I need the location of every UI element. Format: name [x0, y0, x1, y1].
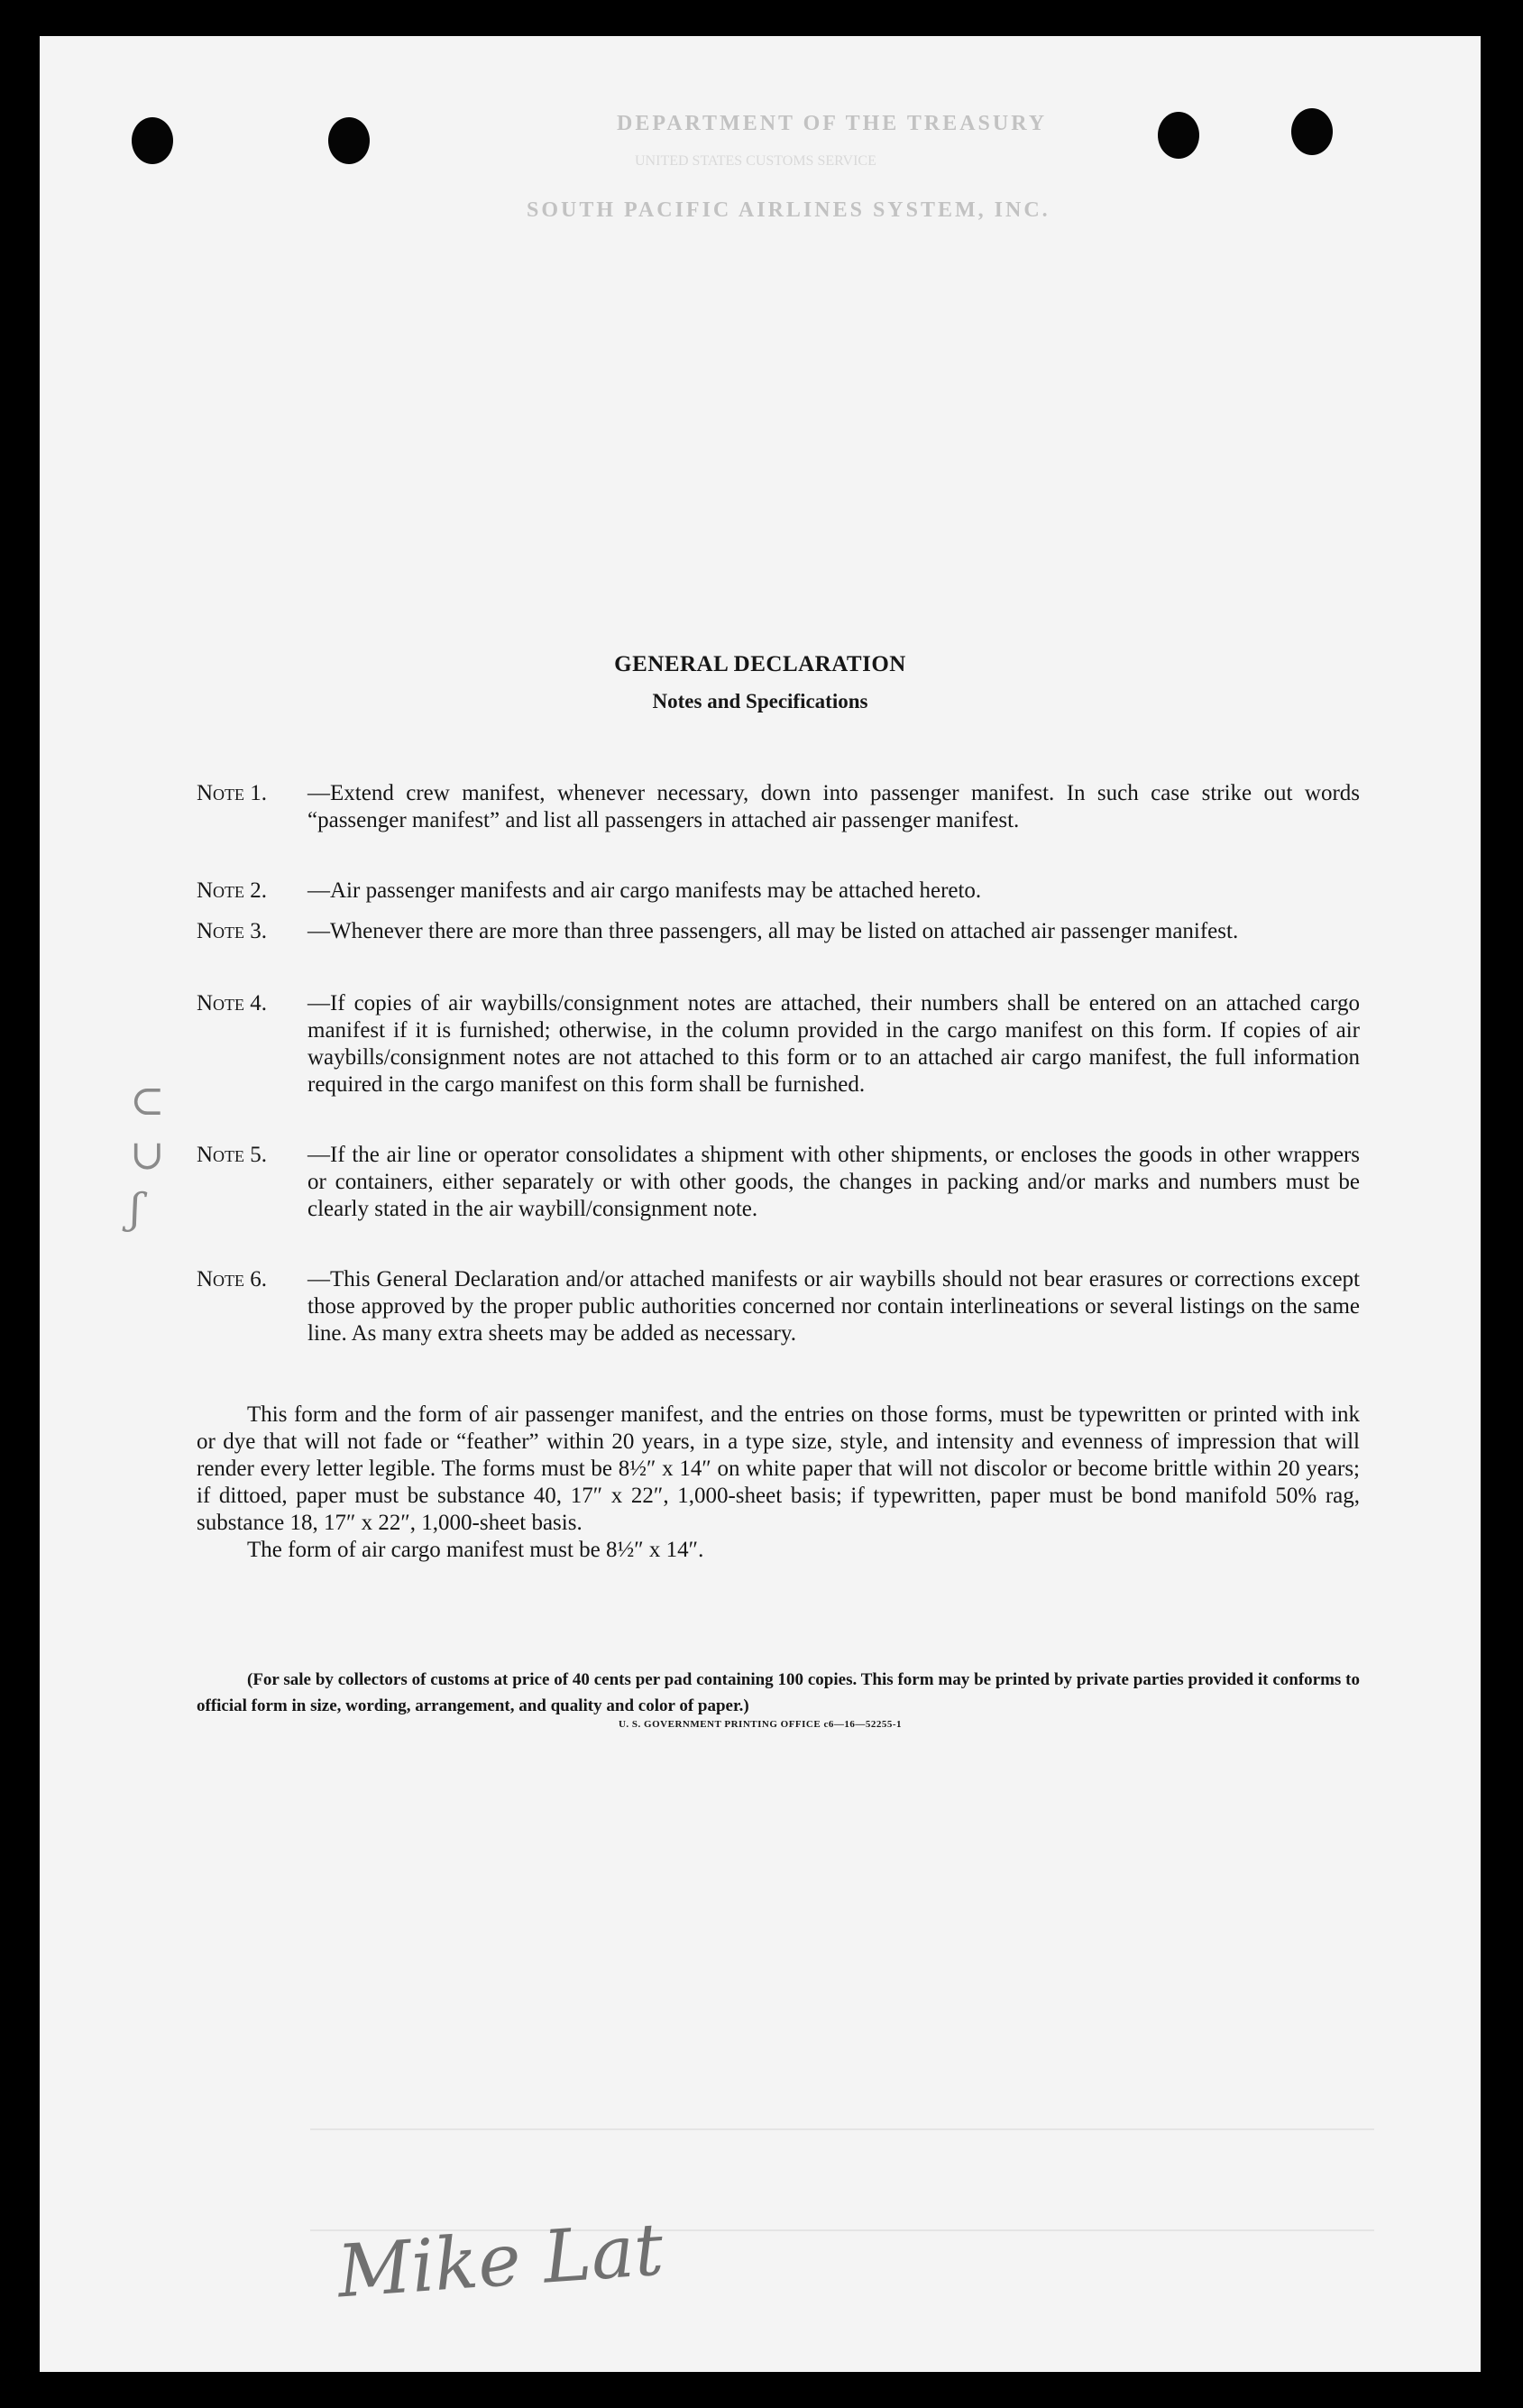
note-text: —Whenever there are more than three passengers, all may be listed on attached air passenger manifest.	[307, 919, 1239, 943]
note-label: Note 2.	[197, 878, 268, 903]
cargo-manifest-size: The form of air cargo manifest must be 8½″ x 14″.	[247, 1538, 704, 1562]
punch-hole-2	[328, 117, 370, 164]
handwritten-annotation: Mike Lat	[335, 2207, 666, 2314]
note-text: —If the air line or operator consolidates a shipment with other shipments, or encloses the goods in other wrappers or containers, either separately or with other goods, the changes in packing and/or marks and numbers must be clearly stated in the air waybill/consignment note.	[307, 1143, 1360, 1221]
note-label: Note 6.	[197, 1267, 268, 1291]
note-label: Note 3.	[197, 919, 268, 943]
note-1	[197, 780, 1360, 834]
form-subtitle: Notes and Specifications	[652, 690, 868, 712]
note-text: —Air passenger manifests and air cargo manifests may be attached hereto.	[307, 878, 982, 903]
form-title: GENERAL DECLARATION	[614, 652, 906, 676]
form-specifications	[197, 1402, 1360, 1564]
note-label: Note 1.	[197, 781, 268, 805]
show-through-block	[310, 2128, 1374, 2231]
document-page	[40, 36, 1481, 2372]
show-through-line-2: UNITED STATES CUSTOMS SERVICE	[635, 153, 876, 169]
note-3	[197, 918, 1360, 945]
note-4	[197, 990, 1360, 1098]
note-5	[197, 1142, 1360, 1223]
margin-marks: ⊂ ∪ ʃ	[130, 1076, 165, 1233]
show-through-line-3: SOUTH PACIFIC AIRLINES SYSTEM, INC.	[527, 198, 1051, 222]
note-text: —This General Declaration and/or attached manifests or air waybills should not bear erasures or corrections except those approved by the proper public authorities concerned nor contain interlineations or several listings on the same line. As many extra sheets may be added as necessary.	[307, 1267, 1360, 1346]
note-label: Note 5.	[197, 1143, 268, 1167]
sale-notice	[197, 1667, 1360, 1719]
show-through-line-1: DEPARTMENT OF THE TREASURY	[617, 112, 1048, 135]
note-text: —Extend crew manifest, whenever necessary, down into passenger manifest. In such case strike out words “passenger manifest” and list all passengers in attached air passenger manifest.	[307, 781, 1360, 832]
punch-hole-1	[132, 117, 173, 164]
note-text: —If copies of air waybills/consignment notes are attached, their numbers shall be entered on an attached cargo manifest if it is furnished; otherwise, in the column provided in the cargo manifest on this form. If copies of air waybills/consignment notes are not attached to this form or to an attached air cargo manifest, the full information required in the cargo manifest on this form shall be furnished.	[307, 991, 1360, 1097]
note-label: Note 4.	[197, 991, 268, 1016]
note-6	[197, 1266, 1360, 1347]
note-2	[197, 878, 1360, 905]
punch-hole-3	[1158, 112, 1199, 159]
specifications-paragraph: This form and the form of air passenger manifest, and the entries on those forms, must be typewritten or printed with ink or dye that will not fade or “feather” within 20 years, in a type size, style, and intensity and evenness of impression that will render every letter legible. The forms must be 8½″ x 14″ on white paper that will not discolor or become brittle within 20 years; if dittoed, paper must be substance 40, 17″ x 22″, 1,000-sheet basis; if typewritten, paper must be bond manifold 50% rag, substance 18, 17″ x 22″, 1,000-sheet basis.	[197, 1402, 1360, 1535]
printer-imprint: U. S. GOVERNMENT PRINTING OFFICE c6—16—52255-1	[618, 1719, 902, 1730]
sale-notice-text: (For sale by collectors of customs at price of 40 cents per pad containing 100 copies. This form may be printed by private parties provided it conforms to official form in size, wording, arrangement, and quality and color of paper.)	[197, 1670, 1360, 1715]
punch-hole-4	[1291, 108, 1333, 155]
